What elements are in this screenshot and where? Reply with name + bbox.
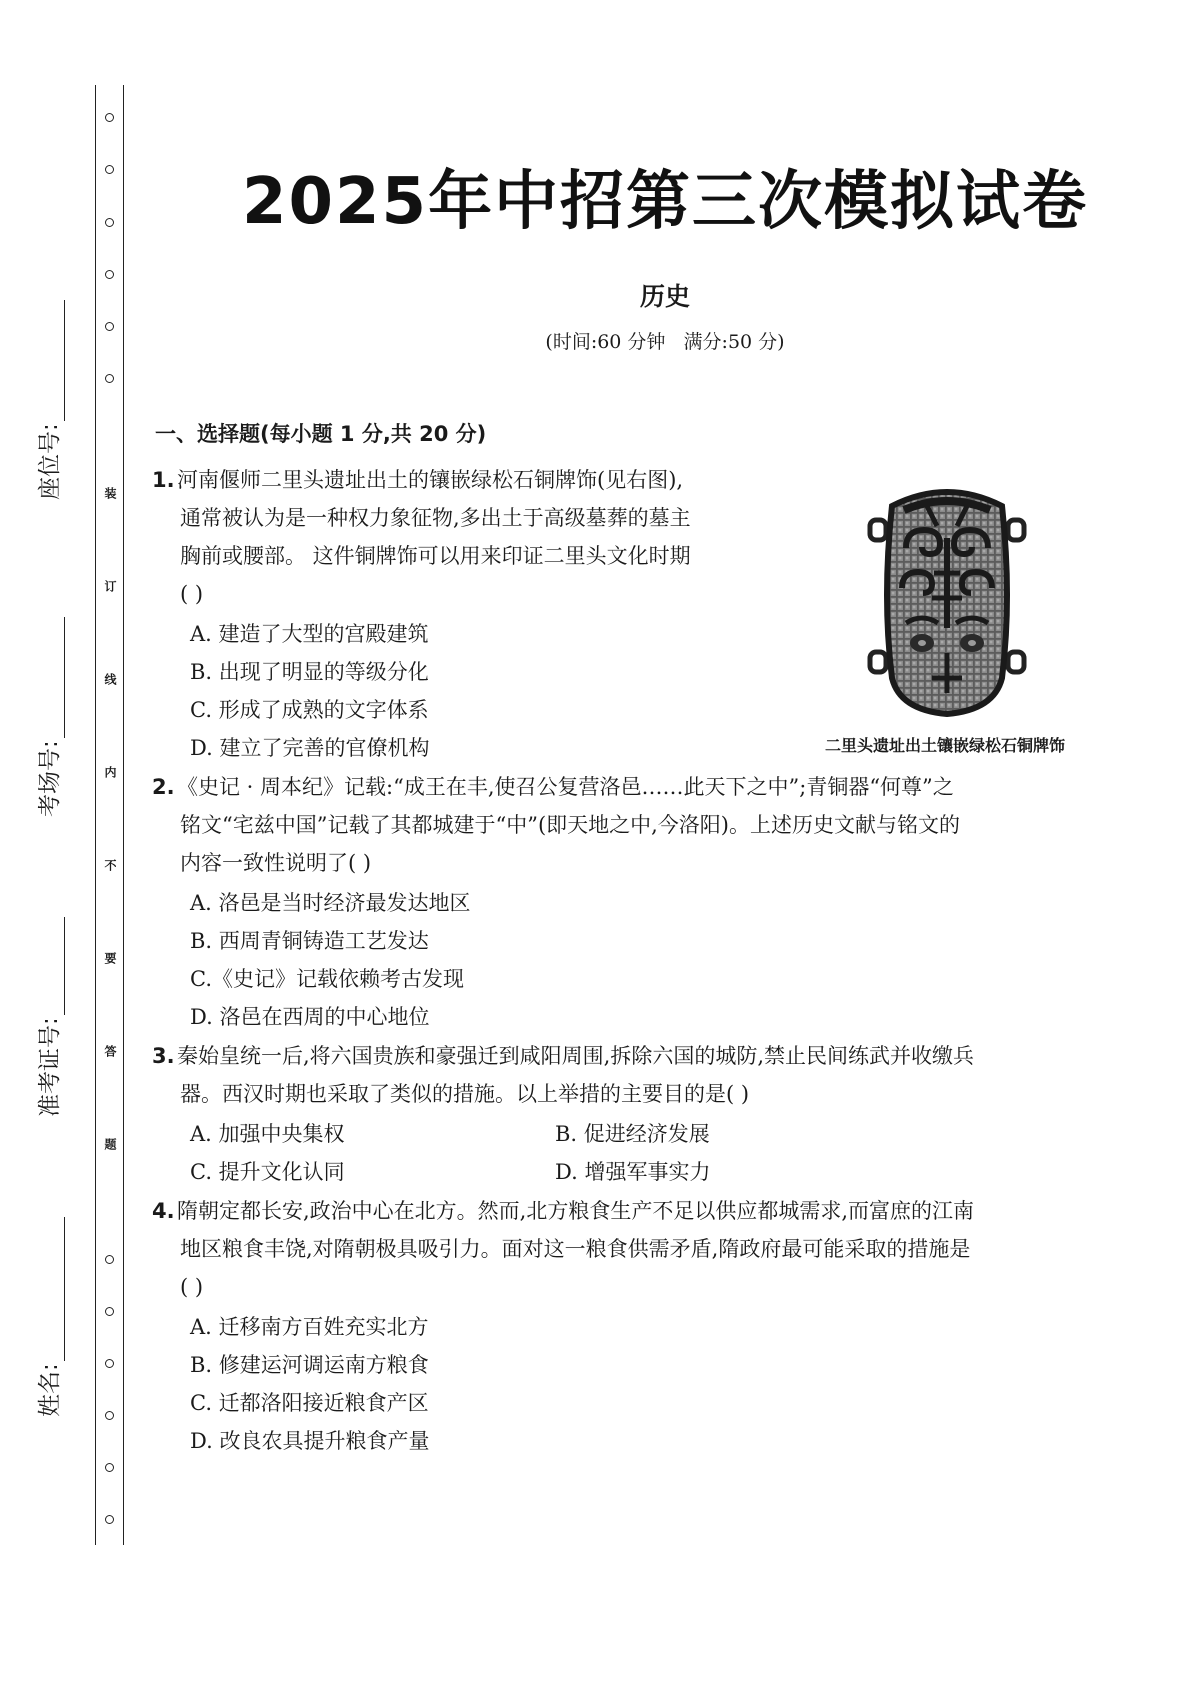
option-d[interactable]: D. 增强军事实力 [555, 1160, 711, 1184]
option-b[interactable]: B. 出现了明显的等级分化 [190, 660, 429, 684]
seat-number-field[interactable] [31, 300, 65, 500]
option-b[interactable]: B. 西周青铜铸造工艺发达 [190, 929, 429, 953]
seal-char: 答 [99, 1045, 119, 1057]
ticket-number-blank[interactable] [38, 917, 65, 1015]
seal-char: 不 [99, 859, 119, 871]
option-d[interactable]: D. 建立了完善的官僚机构 [190, 736, 430, 760]
answer-blank: ( ) [180, 582, 204, 606]
question-text-line: 河南偃师二里头遗址出土的镶嵌绿松石铜牌饰(见右图), [177, 468, 684, 492]
question-number: 3. [152, 1044, 175, 1068]
question-text-line: 秦始皇统一后,将六国贵族和豪强迁到咸阳周围,拆除六国的城防,禁止民间练武并收缴兵 [177, 1044, 975, 1068]
binding-hole [105, 218, 114, 227]
seal-char: 线 [99, 673, 119, 685]
subject-title: 历史 [639, 282, 690, 311]
exam-title: 2025年中招第三次模拟试卷 [241, 165, 1089, 239]
seal-char: 内 [99, 766, 119, 778]
name-blank[interactable] [38, 1217, 65, 1361]
figure-caption: 二里头遗址出土镶嵌绿松石铜牌饰 [824, 736, 1065, 755]
binding-hole [105, 1515, 114, 1524]
binding-hole [105, 113, 114, 122]
option-c[interactable]: C. 迁都洛阳接近粮食产区 [190, 1391, 429, 1415]
seat-number-label: 座位号: [37, 423, 63, 500]
binding-hole [105, 374, 114, 383]
exam-info: (时间:60 分钟 满分:50 分) [545, 331, 785, 353]
question-number: 1. [152, 468, 175, 492]
exam-room-field[interactable] [31, 617, 65, 817]
question-text-line: 《史记 · 周本纪》记载:“成王在丰,使召公复营洛邑……此天下之中”;青铜器“何尊”之 [177, 775, 954, 799]
binding-line-outer [95, 85, 96, 1545]
question-number: 4. [152, 1199, 175, 1223]
seat-number-blank[interactable] [38, 300, 65, 421]
binding-hole [105, 1463, 114, 1472]
question-text-line: 器。西汉时期也采取了类似的措施。以上举措的主要目的是( ) [180, 1082, 750, 1106]
binding-hole [105, 270, 114, 279]
ticket-number-field[interactable] [31, 917, 65, 1117]
seal-char: 要 [99, 952, 119, 964]
question-text-line: 地区粮食丰饶,对隋朝极具吸引力。面对这一粮食供需矛盾,隋政府最可能采取的措施是 [180, 1237, 971, 1261]
option-d[interactable]: D. 改良农具提升粮食产量 [190, 1429, 430, 1453]
seal-char: 装 [99, 487, 119, 499]
option-b[interactable]: B. 促进经济发展 [555, 1122, 710, 1146]
question-text-line: 隋朝定都长安,政治中心在北方。然而,北方粮食生产不足以供应都城需求,而富庶的江南 [177, 1199, 975, 1223]
ticket-number-label: 准考证号: [37, 1017, 63, 1117]
option-a[interactable]: A. 建造了大型的宫殿建筑 [190, 622, 429, 646]
option-c[interactable]: C.《史记》记载依赖考古发现 [190, 967, 464, 991]
binding-margin [0, 0, 130, 1698]
option-c[interactable]: C. 提升文化认同 [190, 1160, 345, 1184]
question-text-line: 胸前或腰部。 这件铜牌饰可以用来印证二里头文化时期 [180, 544, 691, 568]
option-a[interactable]: A. 加强中央集权 [190, 1122, 345, 1146]
question-number: 2. [152, 775, 175, 799]
section-heading: 一、选择题(每小题 1 分,共 20 分) [155, 422, 487, 446]
option-b[interactable]: B. 修建运河调运南方粮食 [190, 1353, 429, 1377]
question-text-line: 铭文“宅兹中国”记载了其都城建于“中”(即天地之中,今洛阳)。上述历史文献与铭文的 [180, 813, 961, 837]
binding-hole [105, 1255, 114, 1264]
binding-hole [105, 1359, 114, 1368]
binding-hole [105, 165, 114, 174]
answer-blank: ( ) [180, 1275, 204, 1299]
binding-hole [105, 322, 114, 331]
seal-char: 订 [99, 580, 119, 592]
seal-char: 题 [99, 1138, 119, 1150]
exam-room-blank[interactable] [38, 617, 65, 738]
option-d[interactable]: D. 洛邑在西周的中心地位 [190, 1005, 430, 1029]
binding-hole [105, 1411, 114, 1420]
name-field[interactable] [31, 1217, 65, 1417]
option-c[interactable]: C. 形成了成熟的文字体系 [190, 698, 429, 722]
exam-room-label: 考场号: [37, 740, 63, 817]
question-text-line: 通常被认为是一种权力象征物,多出土于高级墓葬的墓主 [180, 506, 691, 530]
name-label: 姓名: [37, 1363, 63, 1417]
binding-line-inner [123, 85, 124, 1545]
binding-hole [105, 1307, 114, 1316]
option-a[interactable]: A. 洛邑是当时经济最发达地区 [190, 891, 471, 915]
question-text-line: 内容一致性说明了( ) [180, 851, 372, 875]
option-a[interactable]: A. 迁移南方百姓充实北方 [190, 1315, 429, 1339]
bronze-plaque-figure [862, 478, 1032, 718]
